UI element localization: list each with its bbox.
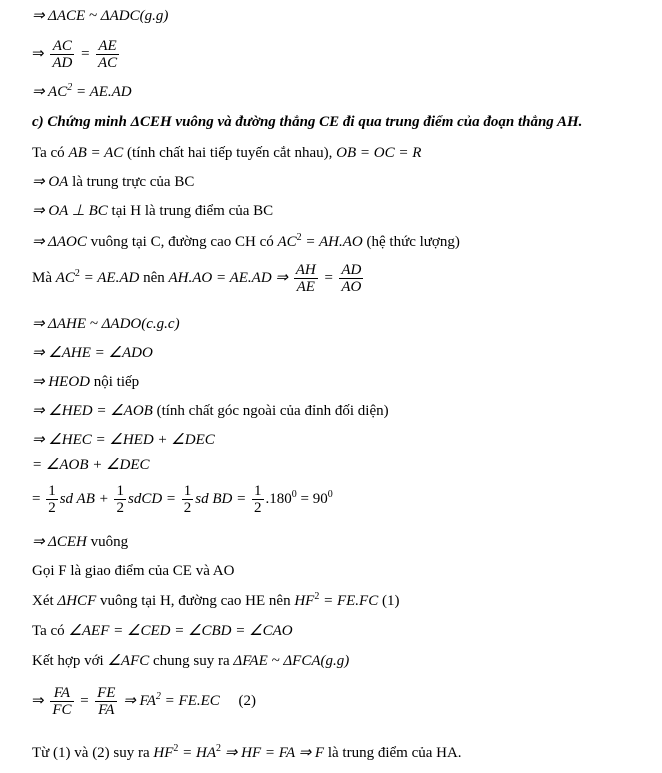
- numerator: 1: [254, 483, 262, 499]
- text: vuông tại C, đường cao CH có: [86, 234, 278, 250]
- fraction-half: [114, 483, 126, 516]
- fraction-half: [182, 483, 194, 516]
- fraction-half: [252, 483, 264, 516]
- exponent: 2: [314, 591, 320, 602]
- text: là trung trực của BC: [68, 174, 195, 190]
- expr: ⇒ ∠HED = ∠AOB: [32, 403, 153, 419]
- exponent: 2: [67, 82, 73, 93]
- text: nên: [139, 269, 169, 286]
- line-define-f: Gọi F là giao điểm của CE và AO: [32, 563, 235, 579]
- fraction: [96, 38, 119, 71]
- fraction: [95, 685, 117, 718]
- degree: 0: [327, 488, 333, 500]
- denominator: 2: [254, 500, 262, 516]
- expr: = FE.EC: [160, 692, 220, 709]
- text: (tính chất góc ngoài của đỉnh đối diện): [152, 403, 389, 419]
- exponent: 2: [173, 743, 179, 754]
- line-ratio-fa-fc: [32, 685, 256, 718]
- text: Xét: [32, 593, 58, 609]
- expr: ⇒ ΔAOC: [32, 234, 87, 250]
- expr: = FE.FC: [319, 593, 379, 609]
- denominator: 2: [183, 500, 192, 516]
- numerator: FE: [97, 685, 116, 701]
- line-angle-hec-sum: ⇒ ∠HEC = ∠HED + ∠DEC: [32, 432, 215, 448]
- line-ratio-ac-ad: [32, 38, 121, 71]
- numerator: FA: [50, 685, 73, 702]
- text: Từ (1) và (2) suy ra: [32, 745, 154, 761]
- text: tại H là trung điểm của BC: [107, 203, 274, 219]
- text: Ta có: [32, 623, 69, 639]
- denominator: 2: [116, 500, 124, 516]
- expr: AC: [55, 269, 75, 286]
- line-arc-sum-90: [32, 483, 333, 516]
- line-ab-ac: [32, 143, 421, 163]
- numerator: AE: [96, 38, 119, 55]
- equation-tag: (2): [219, 692, 257, 709]
- text: Ta có: [32, 145, 69, 161]
- text: là trung điểm của HA.: [324, 745, 462, 761]
- line-ratio-ah-ae: [32, 262, 365, 295]
- expr: HF: [153, 745, 174, 761]
- numerator: 1: [48, 483, 56, 499]
- fraction-half: [46, 483, 58, 516]
- implies-symbol: ⇒: [32, 692, 49, 709]
- expr: AB = AC: [68, 145, 124, 161]
- numerator: AH: [295, 262, 316, 278]
- expr: AH.AO = AE.AD ⇒: [168, 269, 292, 286]
- exponent: 2: [296, 232, 302, 243]
- text: vuông: [86, 534, 129, 550]
- line-similar-ace-adc: ⇒ ΔACE ~ ΔADC(g.g): [32, 8, 169, 24]
- line-similar-fae-fca: [32, 651, 349, 671]
- numerator: 1: [183, 483, 192, 499]
- equals: =: [80, 45, 94, 62]
- equals: =: [323, 269, 338, 286]
- denominator: FC: [52, 702, 72, 718]
- line-angle-ahe-ado: ⇒ ∠AHE = ∠ADO: [32, 345, 153, 361]
- denominator: AO: [341, 279, 362, 295]
- text: (tính chất hai tiếp tuyến cắt nhau),: [123, 145, 337, 161]
- expr: ΔFAE ~ ΔFCA(g.g): [233, 653, 350, 669]
- equals: =: [32, 490, 41, 507]
- expr: ∠AFC: [107, 653, 150, 669]
- line-similar-ahe-ado: ⇒ ΔAHE ~ ΔADO(c.g.c): [32, 316, 180, 332]
- section-heading-c: c) Chứng minh ΔCEH vuông và đường thẳng CE đi qua trung điểm của đoạn thẳng AH.: [32, 114, 583, 130]
- expr: = AH.AO: [301, 234, 363, 250]
- exponent: 2: [155, 690, 161, 702]
- text: Mà: [32, 269, 56, 286]
- expr: .180: [265, 490, 292, 507]
- expr: ⇒ HF = FA ⇒ F: [221, 745, 325, 761]
- exponent: 2: [216, 743, 222, 754]
- line-hcf-right: [32, 591, 399, 611]
- denominator: AD: [52, 55, 73, 71]
- line-oa-perp-bc: [32, 201, 273, 221]
- line-angle-aob-dec: = ∠AOB + ∠DEC: [32, 457, 150, 473]
- expr: AC: [277, 234, 297, 250]
- expr: = 90: [296, 490, 328, 507]
- expr: ⇒ ΔCEH: [32, 534, 87, 550]
- line-oa-perpendicular-bisector: [32, 172, 194, 192]
- expr: ∠AEF = ∠CED = ∠CBD = ∠CAO: [68, 623, 293, 639]
- text: chung suy ra: [149, 653, 234, 669]
- equation-tag: (1): [378, 593, 400, 609]
- implies-symbol: ⇒: [32, 45, 49, 62]
- denominator: FA: [98, 702, 115, 718]
- expr: ⇒ HEOD: [32, 374, 90, 390]
- denominator: AE: [296, 279, 315, 295]
- expr: ⇒ OA: [32, 174, 69, 190]
- expr: ⇒ OA ⊥ BC: [32, 203, 108, 219]
- text: vuông tại H, đường cao HE nên: [96, 593, 295, 609]
- line-conclusion: [32, 743, 462, 763]
- fraction: [339, 262, 363, 295]
- expr: ⇒ AC: [32, 84, 68, 100]
- numerator: AD: [341, 262, 362, 278]
- text: nội tiếp: [89, 374, 140, 390]
- expr: = HA: [178, 745, 217, 761]
- line-angle-chain: [32, 621, 293, 641]
- fraction: [50, 685, 73, 718]
- expr: ΔHCF: [57, 593, 97, 609]
- expr: = AE.AD: [72, 84, 132, 100]
- line-angle-hed-aob: [32, 401, 389, 421]
- denominator: 2: [48, 500, 56, 516]
- equals: =: [79, 692, 94, 709]
- denominator: AC: [97, 55, 118, 71]
- expr: ⇒ FA: [123, 692, 156, 709]
- expr: OB = OC = R: [336, 145, 422, 161]
- line-ceh-right: [32, 532, 128, 552]
- text: Kết hợp với: [32, 653, 108, 669]
- line-heod-cyclic: [32, 372, 139, 392]
- text: (hệ thức lượng): [362, 234, 460, 250]
- expr: sd BD =: [195, 490, 250, 507]
- line-ac-squared: [32, 82, 132, 102]
- degree: 0: [291, 488, 297, 500]
- expr: sd AB +: [59, 490, 113, 507]
- expr: HF: [294, 593, 315, 609]
- fraction: [50, 38, 74, 71]
- exponent: 2: [74, 267, 80, 279]
- numerator: AC: [50, 38, 74, 55]
- fraction: [294, 262, 318, 295]
- expr: = AE.AD: [79, 269, 140, 286]
- expr: sdCD =: [127, 490, 180, 507]
- numerator: 1: [116, 483, 124, 499]
- line-aoc-right: [32, 232, 460, 252]
